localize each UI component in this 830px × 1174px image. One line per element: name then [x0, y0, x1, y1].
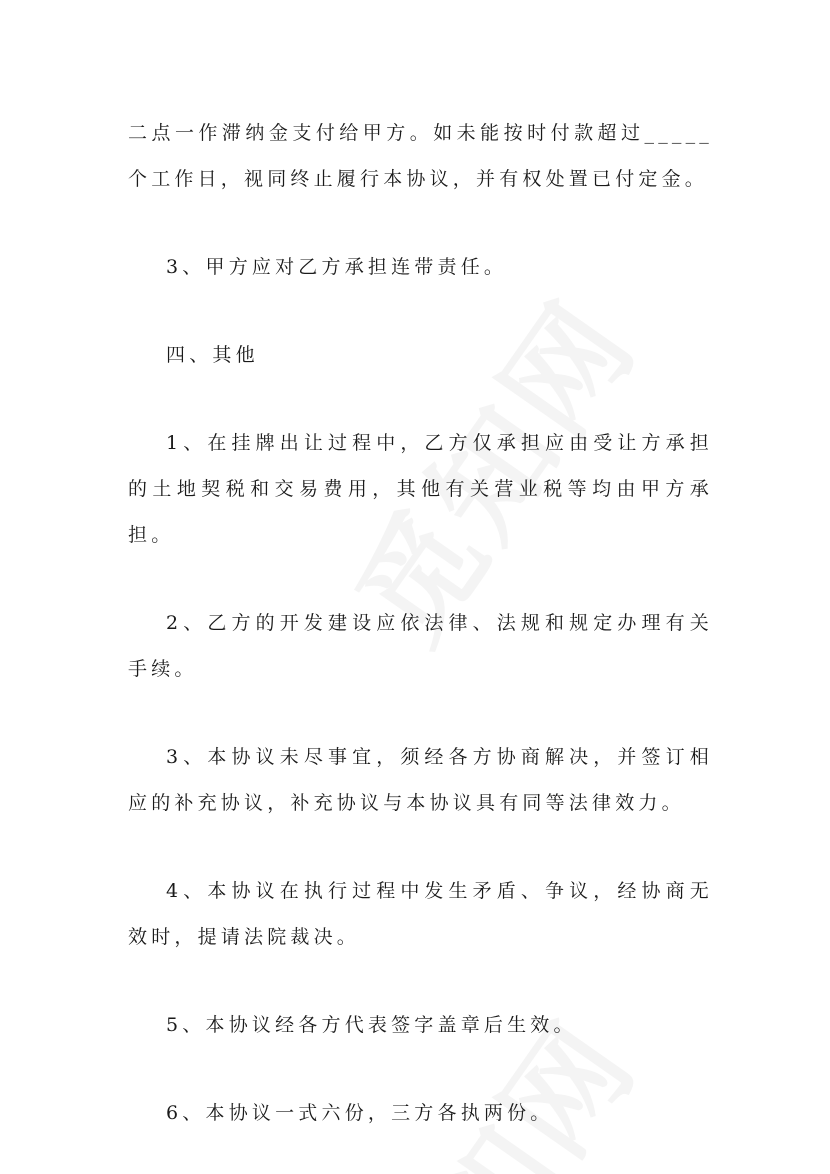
paragraph-other-1: 1、在挂牌出让过程中，乙方仅承担应由受让方承担的土地契税和交易费用，其他有关营业税等均由甲方承担。: [128, 432, 713, 546]
paragraph-other-6: 6、本协议一式六份，三方各执两份。: [166, 1102, 554, 1124]
section-heading-other: 四、其他: [166, 344, 259, 366]
paragraph-other-5: 5、本协议经各方代表签字盖章后生效。: [166, 1014, 577, 1036]
paragraph-other-3: 3、本协议未尽事宜，须经各方协商解决，并签订相应的补充协议，补充协议与本协议具有同等法律效力。: [128, 746, 713, 814]
paragraph-other-2: 2、乙方的开发建设应依法律、法规和规定办理有关手续。: [128, 612, 713, 680]
paragraph-other-4: 4、本协议在执行过程中发生矛盾、争议，经协商无效时，提请法院裁决。: [128, 880, 713, 948]
paragraph-late-payment: 二点一作滞纳金支付给甲方。如未能按时付款超过_____个工作日，视同终止履行本协议，并有权处置已付定金。: [128, 122, 713, 190]
document-body: [128, 110, 713, 1174]
paragraph-clause-3-joint-liability: 3、甲方应对乙方承担连带责任。: [166, 256, 508, 278]
